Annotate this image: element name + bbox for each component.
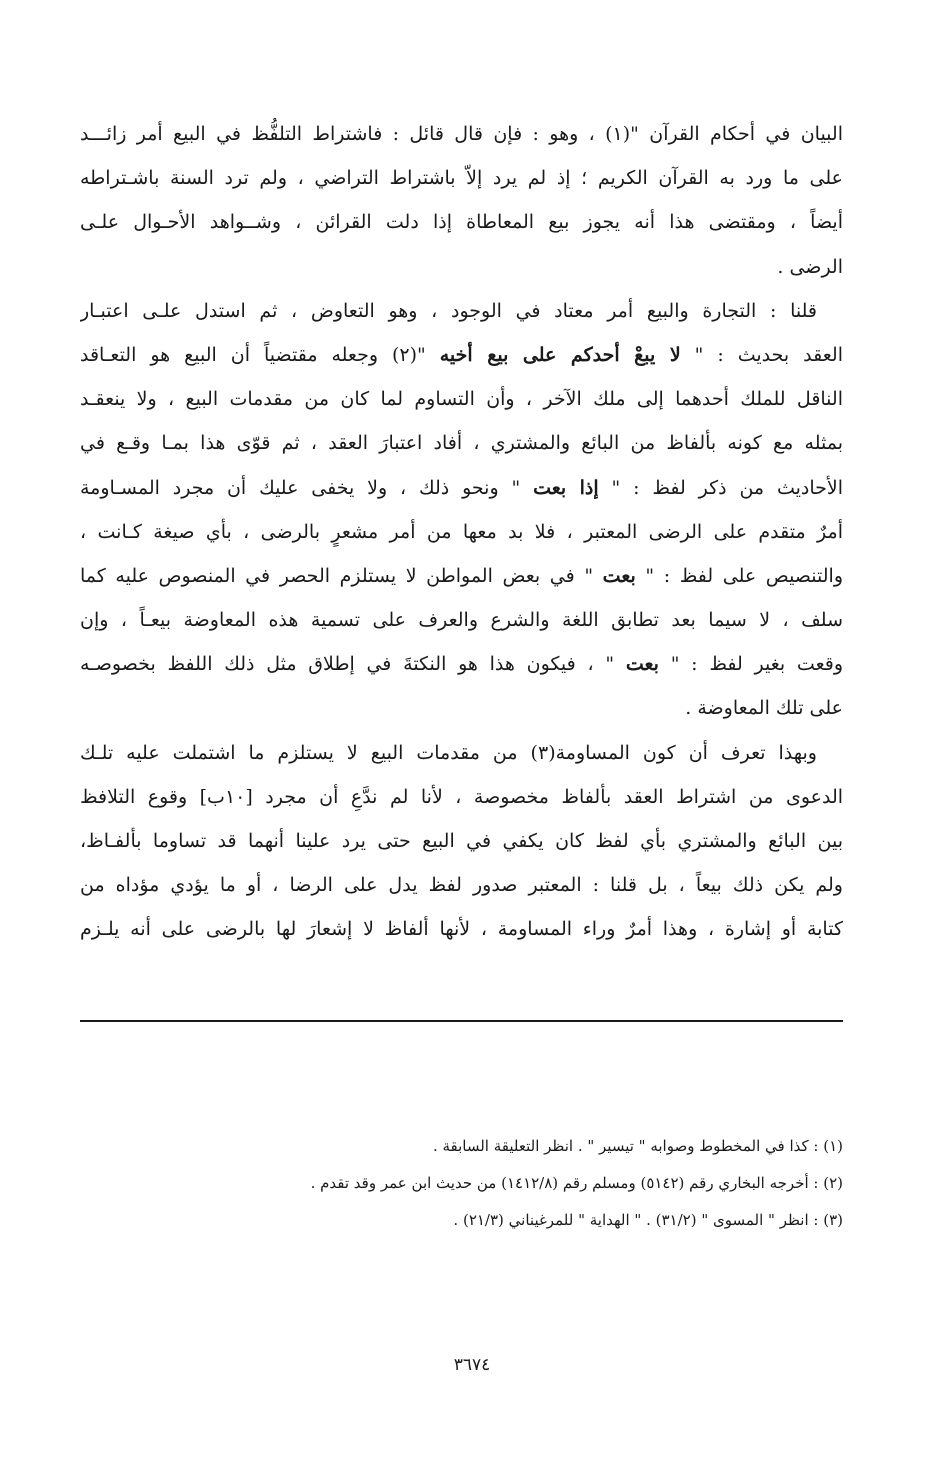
main-text [80,112,843,952]
text-line-15: وبهذا تعرف أن كون المساومة(٣) من مقدمات البيع لا يستلزم ما اشتملت عليه تلـك [80,741,817,764]
text-line-10: أمرٌ متقدم على الرضى المعتبر ، فلا بد معها من أمر مشعرٍ بالرضى ، بأي صيغة كـانت ، [80,520,843,543]
text-line-16: الدعوى من اشتراط العقد بألفاظ مخصوصة ، لأنا لم ندَّعِ أن مجرد [١٠ب] وقوع التلافظ [80,785,843,808]
text-line-14: على تلك المعاوضة . [685,697,843,720]
page-number: ٣٦٧٤ [453,1355,491,1375]
text-line-4: الرضى . [777,255,843,278]
text-line-11: والتنصيص على لفظ : " بعت " في بعض المواطن لا يستلزم الحصر في المنصوص عليه كما [80,564,843,587]
text-line-9: الأحاديث من ذكر لفظ : " إذا بعت " ونحو ذلك ، ولا يخفى عليك أن مجرد المسـاومة [80,476,843,499]
text-line-5: قلنا : التجارة والبيع أمر معتاد في الوجود ، وهو التعاوض ، ثم استدل علـى اعتبـار [80,299,817,322]
footnotes [80,1128,843,1239]
text-line-19: كتابة أو إشارة ، وهذا أمرٌ وراء المساومة ، لأنها ألفاظ لا إشعارَ لها بالرضى على أنه يلـزم [80,918,843,941]
text-line-18: ولم يكن ذلك بيعاً ، بل قلنا : المعتبر صدور لفظ يدل على الرضا ، أو ما يؤدي مؤداه من [80,874,843,897]
text-line-13: وقعت بغير لفظ : " بعت " ، فيكون هذا هو النكتةَ في إطلاق مثل ذلك اللفظ بخصوصـه [80,653,843,676]
text-line-17: بين البائع والمشتري بأي لفظ كان يكفي في البيع حتى يرد علينا أنهما قد تساوما بألفـاظ، [80,830,843,852]
text-line-6: العقد بحديث : " لا يبعْ أحدكم على بيع أخيه "(٢) وجعله مقتضياً أن البيع هو التعـاقد [80,343,843,366]
text-line-1: البيان في أحكام القرآن "(١) ، وهو : فإن قال قائل : فاشتراط التلفُّظ في البيع أمر زائـــد [80,123,843,145]
footnote-separator [80,1020,843,1022]
text-line-7: الناقل للملك أحدهما إلى ملك الآخر ، وأن التساوم لما كان من مقدمات البيع ، ولا ينعقـد [80,388,843,411]
text-line-3: أيضاً ، ومقتضى هذا أنه يجوز بيع المعاطاة إذا دلت القرائن ، وشــواهد الأحـوال علـى [80,211,843,234]
text-line-2: على ما ورد به القرآن الكريم ؛ إذ لم يرد إلاّ باشتراط التراضي ، ولم ترد السنة باشـتراطه [80,167,843,190]
text-line-8: بمثله مع كونه بألفاظ من البائع والمشتري ، أفاد اعتبارَ العقد ، ثم قوّى هذا بمـا وقـع في [80,432,843,455]
footnote-1: (١) : كذا في المخطوط وصوابه " تيسير " . انظر التعليقة السابقة . [432,1137,843,1155]
footnote-3: (٣) : انظر " المسوى " (٣١/٢) . " الهداية " للمرغيناني (٢١/٣) . [453,1211,843,1229]
text-line-12: سلف ، لا سيما بعد تطابق اللغة والشرع والعرف على تسمية هذه المعاوضة بيعـاً ، وإن [80,609,843,632]
footnote-2: (٢) : أخرجه البخاري رقم (٥١٤٢) ومسلم رقم (١٤١٢/٨) من حديث ابن عمر وقد تقدم . [310,1174,843,1192]
